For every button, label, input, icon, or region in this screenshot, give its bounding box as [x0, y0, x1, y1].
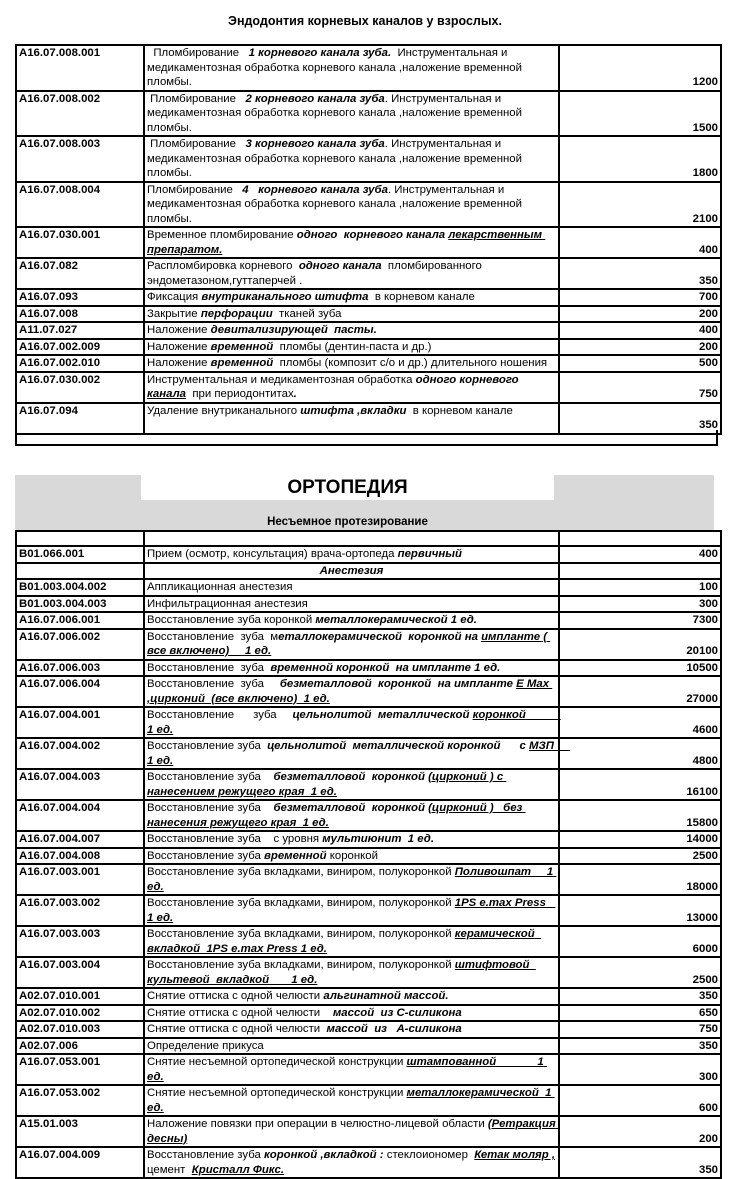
description-text: Восстановление зуба: [147, 849, 264, 862]
empty-cell: [16, 531, 144, 546]
service-price: 27000: [559, 676, 721, 707]
description-emphasis: канала: [147, 388, 187, 400]
description-text: Пломбирование: [147, 92, 246, 105]
service-code: A15.01.003: [16, 1116, 144, 1147]
service-code: A16.07.008.003: [16, 136, 144, 182]
service-code: A02.07.010.003: [16, 1021, 144, 1038]
service-code: A11.07.027: [16, 322, 144, 339]
description-text: Временное пломбирование: [147, 229, 297, 241]
description-emphasis: массой из С-силикона: [332, 1006, 462, 1019]
service-description: [144, 403, 559, 434]
table-row: [16, 91, 721, 137]
description-emphasis: безметалловой коронкой: [273, 802, 425, 814]
service-price: 1800: [559, 136, 721, 182]
description-text: Определение прикуса: [147, 1039, 264, 1052]
section-title-endodontics: Эндодонтия корневых каналов у взрослых.: [228, 14, 502, 28]
service-description: [144, 258, 559, 289]
service-price: 200: [559, 306, 721, 323]
description-text: пломбы (дентин-паста и др.): [273, 340, 432, 353]
service-description: [144, 676, 559, 707]
description-text: Инструментальная и медикаментозная обработка: [147, 373, 416, 386]
description-text: в корневом канале: [368, 291, 475, 303]
service-description: [144, 957, 559, 988]
description-emphasis: коронкой ,вкладкой :: [263, 1149, 384, 1161]
service-code: A16.07.008.004: [16, 182, 144, 228]
description-text: [519, 374, 522, 386]
description-emphasis: безметалловой коронкой на импланте: [279, 678, 513, 690]
description-emphasis: массой из А-силикона: [326, 1023, 462, 1035]
description-text: Снятие оттиска с одной челюсти: [147, 1006, 333, 1019]
table-row: [16, 339, 721, 356]
table-row: [16, 957, 721, 988]
table-row: [16, 1005, 721, 1022]
service-price: 650: [559, 1005, 721, 1022]
description-text: Восстановление зуба: [147, 678, 280, 690]
service-price: 700: [559, 289, 721, 306]
description-emphasis: временной: [210, 357, 274, 369]
service-price: 300: [559, 1054, 721, 1085]
description-emphasis: 4 корневого канала зуба: [242, 183, 388, 196]
description-emphasis: безметалловой коронкой: [273, 771, 425, 783]
service-price: 350: [559, 1038, 721, 1055]
table-row: [16, 831, 721, 848]
description-emphasis: импланте ( все включено) 1 ед.: [147, 630, 551, 657]
description-emphasis: мультиюнит 1 ед.: [322, 833, 434, 845]
table-row: [16, 676, 721, 707]
description-text: Наложение: [147, 324, 211, 336]
service-price: 200: [559, 339, 721, 356]
service-price: 18000: [559, 864, 721, 895]
description-text: Закрытие: [147, 307, 201, 320]
service-code: A16.07.003.004: [16, 957, 144, 988]
description-emphasis: еталлокерамической коронкой на: [278, 630, 478, 643]
table-row: [16, 800, 721, 831]
service-code: A16.07.030.001: [16, 227, 144, 258]
service-code: A16.07.004.002: [16, 738, 144, 769]
service-price: 750: [559, 1021, 721, 1038]
description-text: Снятие оттиска с одной челюсти: [147, 990, 324, 1002]
description-text: Восстановление зуба м: [147, 630, 279, 643]
table-row: [16, 1085, 721, 1116]
service-code: A02.07.006: [16, 1038, 144, 1055]
description-text: цемент: [147, 1149, 562, 1176]
service-code: A16.07.008.001: [16, 45, 144, 91]
table-row: [16, 1038, 721, 1055]
service-code: A16.07.006.001: [16, 612, 144, 629]
subsection-title-fixed-prosthetics: Несъемное протезирование: [267, 516, 428, 528]
service-description: [144, 707, 559, 738]
description-emphasis: Кетак моляр ,: [474, 1149, 556, 1161]
description-text: Восстановление зуба вкладками, виниром, полукоронкой: [147, 866, 455, 878]
description-text: Восстановление зуба: [147, 1149, 264, 1161]
table-row: [16, 322, 721, 339]
description-emphasis: внутриканального штифта: [201, 291, 369, 303]
service-description: [144, 864, 559, 895]
table-row: [16, 1054, 721, 1085]
description-emphasis: металлокерамической 1 ед.: [147, 1087, 555, 1114]
description-text: Наложение: [147, 357, 211, 369]
description-text: Восстановление зуба: [147, 771, 274, 783]
service-price: 4600: [559, 707, 721, 738]
description-emphasis: цельнолитой металлической коронкой с: [267, 740, 526, 752]
service-code: A16.07.004.008: [16, 848, 144, 865]
service-description: [144, 800, 559, 831]
service-price: 100: [559, 579, 721, 596]
table-row: [16, 403, 721, 434]
service-code: A16.07.004.004: [16, 800, 144, 831]
description-emphasis: одного канала: [298, 260, 382, 272]
description-text: тканей зуба: [272, 307, 342, 320]
table-row: [16, 895, 721, 926]
description-text: Восстановление зуба: [147, 740, 268, 752]
description-text: Пломбирование: [147, 138, 246, 150]
orthopedics-price-table: [15, 530, 722, 1179]
description-emphasis: одного корневого: [415, 373, 519, 386]
service-price: 400: [559, 227, 721, 258]
service-price: 16100: [559, 769, 721, 800]
service-price: 15800: [559, 800, 721, 831]
description-emphasis: E Max ,цирконий (все включено) 1 ед.: [147, 678, 553, 705]
table-row: [16, 258, 721, 289]
subhead-anesthesia: Анестезия: [144, 563, 559, 580]
table-row: [16, 227, 721, 258]
service-description: [144, 322, 559, 339]
description-emphasis: Кристалл Фикс.: [191, 1163, 285, 1176]
service-code: A16.07.006.004: [16, 676, 144, 707]
service-description: [144, 227, 559, 258]
service-description: [144, 339, 559, 356]
service-description: [144, 91, 559, 137]
description-text: Снятие несъемной ортопедической конструкции: [147, 1056, 407, 1068]
description-emphasis: (Ретракция десны): [147, 1118, 559, 1145]
table-row: [16, 769, 721, 800]
service-code: A16.07.002.009: [16, 339, 144, 356]
service-description: [144, 289, 559, 306]
description-text: . Инструментальная и медикаментозная обработка корневого канала ,наложение временной пломбы.: [147, 138, 526, 179]
service-description: [144, 831, 559, 848]
description-text: Восстановление зуба вкладками, виниром, полукоронкой: [147, 897, 455, 909]
service-code: A02.07.010.002: [16, 1005, 144, 1022]
description-text: коронкой: [326, 849, 378, 862]
table-row: [16, 1021, 721, 1038]
description-emphasis: металлокерамической 1 ед.: [315, 614, 477, 626]
service-code: B01.066.001: [16, 546, 144, 563]
table-row: [16, 563, 721, 580]
service-description: [144, 306, 559, 323]
description-emphasis: (цирконий ) без нанесения режущего края 1 ед.: [147, 802, 526, 829]
description-text: Снятие оттиска с одной челюсти: [147, 1023, 327, 1035]
endodontics-price-table: [15, 44, 722, 435]
description-emphasis: 1 корневого канала зуба.: [248, 47, 392, 59]
table-row: [16, 596, 721, 613]
service-code: A16.07.004.003: [16, 769, 144, 800]
service-description: [144, 769, 559, 800]
service-description: [144, 1147, 562, 1178]
description-emphasis: МЗП 1 ед.: [147, 740, 570, 767]
service-description: [144, 579, 559, 596]
table-row: [16, 612, 721, 629]
service-code: A16.07.003.001: [16, 864, 144, 895]
description-emphasis: 1PS e.max Press 1 ед.: [147, 897, 556, 924]
service-description: [144, 45, 559, 91]
table-row: [16, 182, 721, 228]
service-price: 600: [559, 1085, 721, 1116]
table-row: [16, 306, 721, 323]
description-emphasis: перфорации: [200, 307, 273, 320]
service-price: 750: [559, 372, 721, 403]
description-emphasis: временной: [210, 340, 274, 353]
service-description: [144, 848, 559, 865]
service-price: 2500: [559, 957, 721, 988]
table-row: [16, 988, 721, 1005]
service-code: A16.07.008: [16, 306, 144, 323]
service-description: [144, 629, 559, 660]
service-description: [144, 355, 559, 372]
table-row: [16, 289, 721, 306]
service-description: [144, 660, 559, 677]
service-description: [144, 612, 559, 629]
table-row: [16, 864, 721, 895]
description-emphasis: Поливошпат 1 ед.: [147, 866, 557, 893]
service-code: A16.07.006.003: [16, 660, 144, 677]
service-price: 7300: [559, 612, 721, 629]
service-description: [144, 136, 559, 182]
description-text: Восстановление зуба с уровня: [147, 833, 323, 845]
table-row: [16, 660, 721, 677]
table-row: [16, 1116, 721, 1147]
service-price: 200: [559, 1116, 721, 1147]
service-price: 2500: [559, 848, 721, 865]
table-row: [16, 579, 721, 596]
service-description: [144, 546, 559, 563]
description-emphasis: лекарственным препаратом.: [147, 229, 546, 256]
service-price: 6000: [559, 926, 721, 957]
service-price: 14000: [559, 831, 721, 848]
table-row: [16, 926, 721, 957]
service-description: [144, 1038, 559, 1055]
table-row: [16, 45, 721, 91]
description-text: Снятие несъемной ортопедической конструкции: [147, 1087, 407, 1099]
description-emphasis: .: [293, 388, 297, 400]
service-code: B01.003.004.002: [16, 579, 144, 596]
description-text: Инструментальная и медикаментозная обработка корневого канала ,наложение временной пломбы.: [147, 47, 526, 88]
description-text: пломбы (композит с/о и др.) длительного ношения: [273, 357, 548, 369]
service-code: A16.07.002.010: [16, 355, 144, 372]
description-emphasis: керамической вкладкой 1PS e.max Press 1 ед.: [147, 928, 542, 955]
description-text: . Инструментальная и медикаментозная обработка корневого канала ,наложение временной пломбы.: [147, 183, 526, 225]
service-code: B01.003.004.003: [16, 596, 144, 613]
service-description: [144, 1005, 559, 1022]
empty-cell: [16, 563, 144, 580]
service-code: A02.07.010.001: [16, 988, 144, 1005]
description-emphasis: 2 корневого канала зуба: [245, 92, 385, 105]
table-row: [16, 136, 721, 182]
description-text: Восстановление зуба вкладками, виниром, полукоронкой: [147, 959, 455, 971]
description-text: Аппликационная анестезия: [147, 581, 293, 593]
service-price: 1200: [559, 45, 721, 91]
description-text: Восстановление зуба: [147, 802, 274, 814]
table-row: [16, 355, 721, 372]
service-code: A16.07.053.002: [16, 1085, 144, 1116]
description-emphasis: одного корневого канала: [296, 229, 446, 241]
table-row: [16, 1147, 721, 1178]
service-description: [144, 372, 559, 403]
service-code: A16.07.094: [16, 403, 144, 434]
service-code: A16.07.004.007: [16, 831, 144, 848]
service-price: 350: [559, 988, 721, 1005]
description-text: Пломбирование: [147, 183, 243, 196]
table-row: [16, 546, 721, 563]
table-row: [16, 738, 721, 769]
description-emphasis: временной коронкой на импланте 1 ед.: [270, 661, 501, 674]
service-price: 400: [559, 322, 721, 339]
description-text: стеклоиономер: [383, 1149, 475, 1161]
description-emphasis: (цирконий ) с нанесением режущего края 1 ед.: [147, 771, 507, 798]
empty-cell: [559, 531, 721, 546]
description-text: . Инструментальная и медикаментозная обработка корневого канала ,наложение временной пломбы.: [147, 92, 526, 134]
description-emphasis: временной: [263, 849, 327, 862]
service-price: 500: [559, 355, 721, 372]
description-emphasis: альгинатной массой.: [323, 990, 449, 1002]
description-text: Восстановление зуба: [147, 661, 271, 674]
table-row: [16, 531, 721, 546]
service-code: A16.07.053.001: [16, 1054, 144, 1085]
description-text: пломбированного эндометазоном,гуттаперчей .: [147, 260, 486, 287]
empty-cell: [559, 563, 721, 580]
service-code: A16.07.093: [16, 289, 144, 306]
description-emphasis: 3 корневого канала зуба: [245, 138, 385, 150]
service-price: 20100: [559, 629, 721, 660]
service-description: [144, 596, 559, 613]
description-text: Фиксация: [147, 291, 202, 303]
empty-cell: [144, 531, 559, 546]
service-description: [144, 1116, 559, 1147]
service-price: 300: [559, 596, 721, 613]
service-price: 350: [559, 258, 721, 289]
service-description: [144, 1021, 559, 1038]
section-title-orthopedics: ОРТОПЕДИЯ: [141, 475, 554, 500]
description-emphasis: первичный: [397, 548, 462, 560]
service-description: [144, 988, 559, 1005]
description-text: при периодонтитах: [186, 388, 294, 400]
description-text: Инфильтрационная анестезия: [147, 597, 308, 610]
description-text: Наложение: [147, 340, 211, 353]
service-code: A16.07.003.002: [16, 895, 144, 926]
description-text: Восстановление зуба вкладками, виниром, полукоронкой: [147, 928, 455, 940]
service-code: A16.07.004.009: [16, 1147, 144, 1178]
service-description: [144, 926, 559, 957]
description-text: Наложение повязки при операции в челюстно-лицевой области: [147, 1118, 488, 1130]
service-code: A16.07.006.002: [16, 629, 144, 660]
service-description: [144, 1054, 559, 1085]
description-text: Восстановление зуба коронкой: [147, 614, 316, 626]
table-row: [16, 848, 721, 865]
description-emphasis: штифта ,вкладки: [300, 404, 407, 417]
table-spacer-row: [15, 430, 718, 446]
description-text: Восстановление зуба: [147, 709, 293, 721]
description-text: в корневом канале: [406, 404, 513, 417]
service-description: [144, 738, 570, 769]
description-emphasis: цельнолитой металлической: [292, 709, 470, 721]
service-price: 13000: [559, 895, 721, 926]
service-code: A16.07.008.002: [16, 91, 144, 137]
service-code: A16.07.003.003: [16, 926, 144, 957]
description-text: Распломбировка корневого: [147, 260, 299, 272]
table-row: [16, 372, 721, 403]
service-code: A16.07.082: [16, 258, 144, 289]
service-price: 400: [559, 546, 721, 563]
service-description: [144, 1085, 559, 1116]
service-price: 350: [559, 403, 721, 434]
service-price: 2100: [559, 182, 721, 228]
description-emphasis: коронкой 1 ед.: [147, 709, 561, 736]
service-price: 4800: [559, 738, 721, 769]
description-text: Прием (осмотр, консультация) врача-ортопеда: [147, 548, 398, 560]
table-row: [16, 629, 721, 660]
service-price: 1500: [559, 91, 721, 137]
description-emphasis: штифтовой культевой вкладкой 1 ед.: [147, 959, 536, 986]
description-text: Удаление внутриканального: [147, 404, 301, 417]
service-code: A16.07.004.001: [16, 707, 144, 738]
description-emphasis: девитализирующей пасты.: [210, 324, 377, 336]
service-description: [144, 182, 559, 228]
description-emphasis: штампованной 1 ед.: [147, 1056, 547, 1083]
service-description: [144, 895, 559, 926]
service-price: 10500: [559, 660, 721, 677]
service-code: A16.07.030.002: [16, 372, 144, 403]
description-text: Пломбирование: [147, 47, 249, 59]
table-row: [16, 707, 721, 738]
service-price: 350: [559, 1147, 721, 1178]
